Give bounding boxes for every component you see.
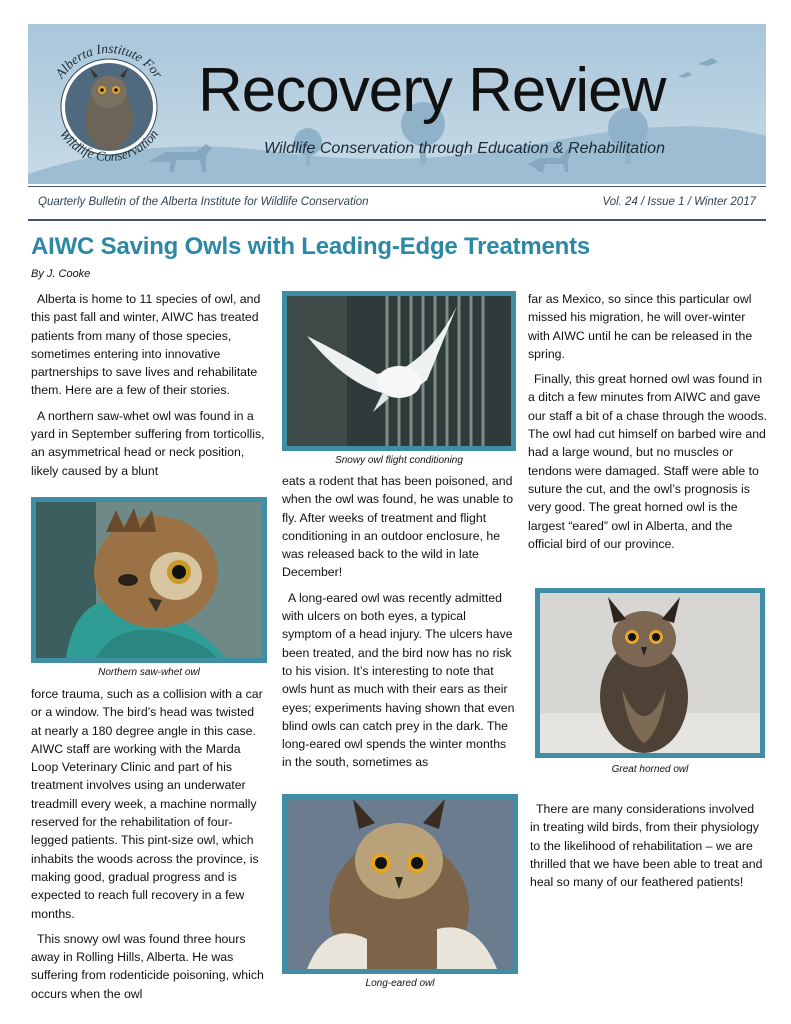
caption-great-horned-owl: Great horned owl [611,764,689,775]
caption-long-eared-owl: Long-eared owl [365,978,435,989]
bulletin-bar [28,186,766,221]
svg-text:Alberta Institute For: Alberta Institute For [52,40,166,81]
newsletter-tagline: Wildlife Conservation through Education & Rehabilitation [264,140,665,157]
bulletin-description: Quarterly Bulletin of the Alberta Institute for Wildlife Conservation [38,196,369,208]
issue-info: Vol. 24 / Issue 1 / Winter 2017 [602,196,756,208]
paragraph: Alberta is home to 11 species of owl, and this past fall and winter, AIWC has treated patients from many of those species, sometimes entering into innovative partnerships to save lives and rehabilitate them. Here are a few of their stories. [31,292,261,398]
article-column-3 [528,290,768,560]
snowy-owl-image [287,296,511,446]
paragraph: This snowy owl was found three hours away in Rolling Hills, Alberta. He was suffering from rodenticide poisoning, which occurs when the owl [31,931,264,1001]
masthead-banner [28,24,766,184]
photo-snowy-owl [282,291,516,451]
article-column-3-continued [530,800,766,898]
newsletter-title: Recovery Review [198,56,666,125]
photo-great-horned-owl [535,588,765,758]
photo-long-eared-owl [282,794,518,974]
paragraph: eats a rodent that has been poisoned, and when the owl was found, he was unable to fly. After weeks of treatment and flight conditioning in an outdoor enclosure, he was released back to the wild in late December! [282,474,514,580]
paragraph: A northern saw-whet owl was found in a yard in September suffering from torticollis, an asymmetrical head or neck position, likely caused by a blunt [31,408,265,478]
article-column-2 [282,472,518,779]
paragraph: A long-eared owl was recently admitted with ulcers on both eyes, a typical symptom of a head injury. The ulcers have been treated, and the bird now has no risk to his vision. It’s interesting to note that owls hunt as much with their ears as their eyes; experiments having shown that even blind owls can catch prey in the dark. The long-eared owl spends the winter months in the south, sometimes as [282,590,515,770]
paragraph: far as Mexico, so since this particular owl missed his migration, he will over-winter with AIWC until he can be released in the spring. [528,292,753,361]
long-eared-owl-image [287,799,513,969]
caption-snowy-owl: Snowy owl flight conditioning [335,455,463,466]
svg-text:Wildlife Conservation: Wildlife Conservation [56,126,162,165]
saw-whet-owl-image [36,502,262,658]
article-column-1 [31,290,267,487]
paragraph: Finally, this great horned owl was found in a ditch a few minutes from AIWC and gave our staff a bit of a chase through the woods. The owl had cut himself on barbed wire and had a large wound, but no muscles or tendons were damaged. Staff were able to suture the cut, and the owl’s prognosis is very good. The great horned owl is the largest “eared” owl in Alberta, and the official bird of our province. [528,372,768,551]
aiwc-logo [36,32,182,182]
article-byline: By J. Cooke [31,268,91,280]
article-column-1-continued [31,685,267,1010]
photo-saw-whet-owl [31,497,267,663]
caption-saw-whet-owl: Northern saw-whet owl [98,667,200,678]
paragraph: There are many considerations involved in treating wild birds, from their physiology to the likelihood of rehabilitation – we are thrilled that we have been able to treat and heal so many of our feathered patients! [530,802,763,890]
article-headline: AIWC Saving Owls with Leading-Edge Treatments [31,233,591,260]
great-horned-owl-image [540,593,760,753]
paragraph: force trauma, such as a collision with a car or a window. The bird’s head was twisted at nearly a 180 degree angle in this case. AIWC staff are working with the Marda Loop Veterinary Clinic and part of his treatment involves using an underwater treadmill every week, a machine normally reserved for the rehabilitation of four-legged patients. This pint-size owl, which inhabits the woods across the province, is making good, gradual progress and is expected to reach full recovery in a few months. [31,687,263,921]
